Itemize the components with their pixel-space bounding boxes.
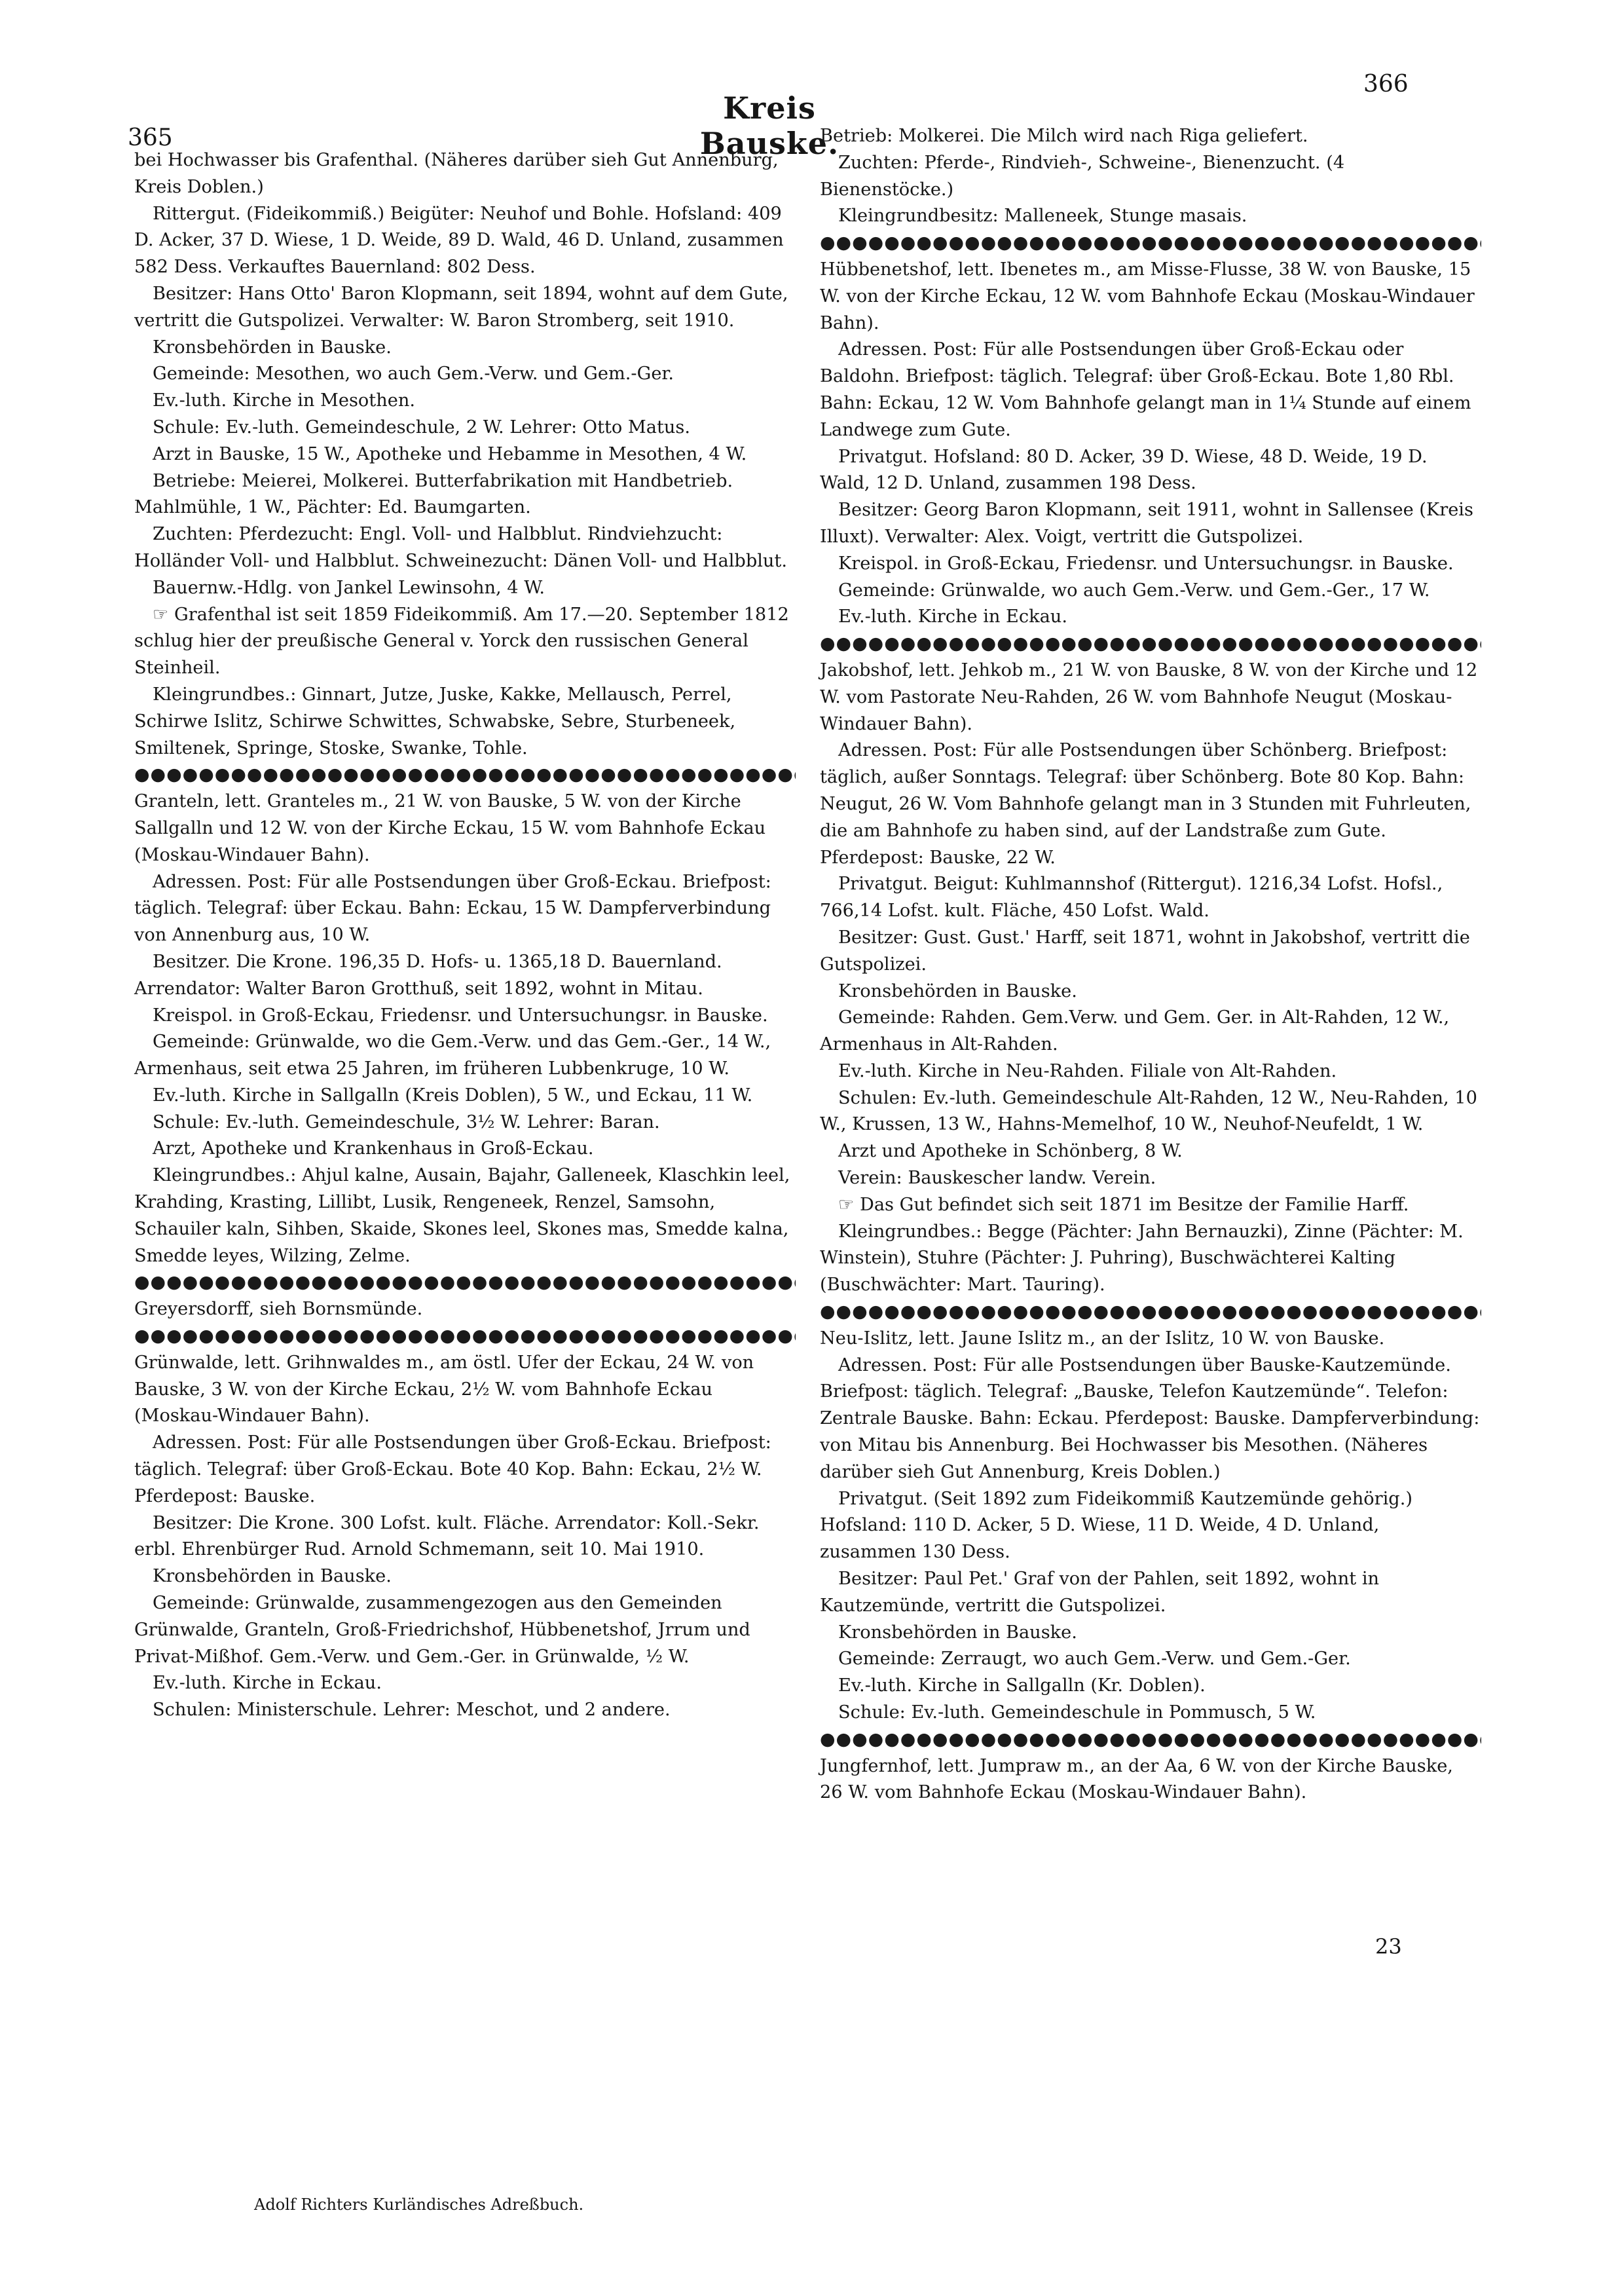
paragraph: Jakobshof, lett. Jehkob m., 21 W. von Bauske, 8 W. von der Kirche und 12 W. vom Pastorate Neu-Rahden, 26 W. vom Bahnhofe Neugut (Moskau-Windauer Bahn). (820, 660, 1478, 734)
paragraph: Privatgut. Beigut: Kuhlmannshof (Rittergut). 1216,34 Lofst. Hofsl., 766,14 Lofst. kult. Fläche, 450 Lofst. Wald. (820, 874, 1443, 922)
paragraph: Adressen. Post: Für alle Postsendungen über Groß-Eckau. Briefpost: täglich. Telegraf: über Eckau. Bahn: Eckau, 15 W. Dampferverbindung von Annenburg aus, 10 W. (134, 871, 771, 946)
paragraph: Besitzer: Georg Baron Klopmann, seit 1911, wohnt in Sallensee (Kreis Illuxt). Verwalter: Alex. Voigt, vertritt die Gutspolizei. (820, 500, 1473, 547)
page-number-left: 365 (128, 124, 173, 151)
paragraph: Ev.-luth. Kirche in Mesothen. (153, 390, 415, 411)
paragraph: Adressen. Post: Für alle Postsendungen über Groß-Eckau. Briefpost: täglich. Telegraf: über Groß-Eckau. Bote 40 Kop. Bahn: Eckau, 2½ W. Pferdepost: Bauske. (134, 1432, 771, 1506)
paragraph: Hübbenetshof, lett. Ibenetes m., am Misse-Flusse, 38 W. von Bauske, 15 W. von der Kirche Eckau, 12 W. vom Bahnhofe Eckau (Moskau-Windauer Bahn). (820, 259, 1475, 333)
entry-gruenwalde (134, 1350, 796, 1724)
paragraph: Ev.-luth. Kirche in Sallgalln (Kreis Doblen), 5 W., und Eckau, 11 W. (153, 1085, 753, 1106)
entry-greyersdorff (134, 1296, 796, 1323)
paragraph: Privatgut. Hofsland: 80 D. Acker, 39 D. Wiese, 48 D. Weide, 19 D. Wald, 12 D. Unland, zusammen 198 Dess. (820, 446, 1428, 494)
paragraph: Kronsbehörden in Bauske. (838, 1622, 1077, 1643)
entry-jakobshof (820, 658, 1481, 1299)
paragraph: Kronsbehörden in Bauske. (838, 980, 1077, 1001)
entry-huebbenetshof (820, 257, 1481, 631)
paragraph: Kleingrundbes.: Begge (Pächter: Jahn Bernauzki), Zinne (Pächter: M. Winstein), Stuhre (Pächter: J. Puhring), Buschwächterei Kalting (Buschwächter: Mart. Tauring). (820, 1221, 1464, 1296)
entry-neu-islitz (820, 1326, 1481, 1726)
paragraph: Greyersdorff, sieh Bornsmünde. (134, 1299, 423, 1320)
paragraph: Besitzer: Paul Pet.' Graf von der Pahlen, seit 1892, wohnt in Kautzemünde, vertritt die Gutspolizei. (820, 1569, 1380, 1616)
paragraph: Adressen. Post: Für alle Postsendungen über Groß-Eckau oder Baldohn. Briefpost: täglich. Telegraf: über Groß-Eckau. Bote 1,80 Rbl. Bahn: Eckau, 12 W. Vom Bahnhofe gelangt man in 1¼ Stunde auf einem Landwege zum Gute. (820, 339, 1471, 440)
entry-grafenthal-continued (134, 147, 796, 762)
entry-jungfernhof (820, 1753, 1481, 1807)
entry-granteln (134, 789, 796, 1269)
paragraph: Kreispol. in Groß-Eckau, Friedensr. und Untersuchungsr. in Bauske. (153, 1005, 768, 1026)
running-title: Kreis Bauske. (699, 90, 840, 161)
paragraph: Zuchten: Pferdezucht: Engl. Voll- und Halbblut. Rindviehzucht: Holländer Voll- und Halbblut. Schweinezucht: Dänen Voll- und Halbblut. (134, 524, 788, 571)
paragraph: Schulen: Ministerschule. Lehrer: Meschot, und 2 andere. (153, 1700, 671, 1721)
ornament-separator (134, 1323, 796, 1350)
paragraph: Bauernw.-Hdlg. von Jankel Lewinsohn, 4 W. (153, 577, 545, 598)
paragraph: Kronsbehörden in Bauske. (153, 1566, 392, 1587)
paragraph: Kleingrundbesitz: Malleneek, Stunge masais. (838, 206, 1247, 227)
paragraph: ☞ Das Gut befindet sich seit 1871 im Besitze der Familie Harff. (838, 1194, 1409, 1215)
paragraph: Ev.-luth. Kirche in Sallgalln (Kr. Doblen). (838, 1675, 1206, 1696)
ornament-separator (820, 1726, 1481, 1753)
ornament-separator (820, 230, 1481, 257)
paragraph: Adressen. Post: Für alle Postsendungen über Bauske-Kautzemünde. Briefpost: täglich. Telegraf: „Bauske, Telefon Kautzemünde“. Telefon: Zentrale Bauske. Bahn: Eckau. Pferdepost: Bauske. Dampferverbindung: von Mitau bis Annenburg. Bei Hochwasser bis Mesothen. (Näheres darüber sieh Gut Annenburg, Kreis Doblen.) (820, 1354, 1480, 1482)
paragraph: Gemeinde: Grünwalde, zusammengezogen aus den Gemeinden Grünwalde, Granteln, Groß-Friedrichshof, Hübbenetshof, Jrrum und Privat-Mißhof. Gem.-Verw. und Gem.-Ger. in Grünwalde, ½ W. (134, 1593, 750, 1667)
paragraph: Arzt, Apotheke und Krankenhaus in Groß-Eckau. (153, 1138, 594, 1159)
paragraph: Schule: Ev.-luth. Gemeindeschule in Pommusch, 5 W. (838, 1702, 1316, 1723)
page-number-right: 366 (1363, 71, 1409, 98)
paragraph: Besitzer. Die Krone. 196,35 D. Hofs- u. 1365,18 D. Bauernland. Arrendator: Walter Baron Grotthuß, seit 1892, wohnt in Mitau. (134, 951, 722, 999)
paragraph: Privatgut. (Seit 1892 zum Fideikommiß Kautzemünde gehörig.) Hofsland: 110 D. Acker, 5 D. Wiese, 11 D. Weide, 4 D. Unland, zusammen 130 Dess. (820, 1488, 1412, 1563)
paragraph: Kleingrundbes.: Ahjul kalne, Ausain, Bajahr, Galleneek, Klaschkin leel, Krahding, Krasting, Lillibt, Lusik, Rengeneek, Renzel, Samsohn, Schauiler kaln, Sihben, Skaide, Skones leel, Skones mas, Smedde kalna, Smedde leyes, Wilzing, Zelme. (134, 1165, 790, 1266)
paragraph: Kleingrundbes.: Ginnart, Jutze, Juske, Kakke, Mellausch, Perrel, Schirwe Islitz, Schirwe Schwittes, Schwabske, Sebre, Sturbeneek, Smiltenek, Springe, Stoske, Swanke, Tohle. (134, 684, 736, 758)
paragraph: Gemeinde: Mesothen, wo auch Gem.-Verw. und Gem.-Ger. (153, 364, 674, 384)
paragraph: Adressen. Post: Für alle Postsendungen über Schönberg. Briefpost: täglich, außer Sonntags. Telegraf: über Schönberg. Bote 80 Kop. Bahn: Neugut, 26 W. Vom Bahnhofe gelangt man in 3 Stunden mit Fuhrleuten, die am Bahnhofe zu haben sind, auf der Landstraße zum Gute. Pferdepost: Bauske, 22 W. (820, 740, 1471, 868)
paragraph: Kreispol. in Groß-Eckau, Friedensr. und Untersuchungsr. in Bauske. (838, 553, 1454, 574)
right-column (820, 123, 1481, 1806)
paragraph: Neu-Islitz, lett. Jaune Islitz m., an der Islitz, 10 W. von Bauske. (820, 1328, 1385, 1349)
entry-gruenwalde-continued (820, 123, 1481, 230)
paragraph: Ev.-luth. Kirche in Eckau. (838, 606, 1067, 627)
paragraph: Kronsbehörden in Bauske. (153, 337, 392, 358)
paragraph: Besitzer: Hans Otto' Baron Klopmann, seit 1894, wohnt auf dem Gute, vertritt die Gutspolizei. Verwalter: W. Baron Stromberg, seit 1910. (134, 283, 788, 331)
paragraph: Schule: Ev.-luth. Gemeindeschule, 3½ W. Lehrer: Baran. (153, 1111, 660, 1132)
signature-mark: 23 (1375, 1934, 1402, 1959)
paragraph: Gemeinde: Grünwalde, wo auch Gem.-Verw. und Gem.-Ger., 17 W. (838, 580, 1430, 601)
paragraph: Ev.-luth. Kirche in Neu-Rahden. Filiale von Alt-Rahden. (838, 1060, 1337, 1081)
left-column (134, 147, 796, 1724)
ornament-separator (134, 762, 796, 789)
paragraph: Besitzer: Die Krone. 300 Lofst. kult. Fläche. Arrendator: Koll.-Sekr. erbl. Ehrenbürger Rud. Arnold Schmemann, seit 10. Mai 1910. (134, 1512, 760, 1560)
paragraph: Granteln, lett. Granteles m., 21 W. von Bauske, 5 W. von der Kirche Sallgalln und 12 W. von der Kirche Eckau, 15 W. vom Bahnhofe Eckau (Moskau-Windauer Bahn). (134, 791, 766, 865)
paragraph: Verein: Bauskescher landw. Verein. (838, 1168, 1156, 1189)
paragraph: Betrieb: Molkerei. Die Milch wird nach Riga geliefert. (820, 126, 1308, 146)
paragraph: Besitzer: Gust. Gust.' Harff, seit 1871, wohnt in Jakobshof, vertritt die Gutspolizei. (820, 927, 1470, 975)
ornament-separator (820, 631, 1481, 658)
paragraph: Arzt in Bauske, 15 W., Apotheke und Hebamme in Mesothen, 4 W. (153, 443, 747, 464)
paragraph: Arzt und Apotheke in Schönberg, 8 W. (838, 1141, 1183, 1162)
paragraph: Betriebe: Meierei, Molkerei. Butterfabrikation mit Handbetrieb. Mahlmühle, 1 W., Pächter: Ed. Baumgarten. (134, 470, 733, 518)
paragraph: Schulen: Ev.-luth. Gemeindeschule Alt-Rahden, 12 W., Neu-Rahden, 10 W., Krussen, 13 W., Hahns-Memelhof, 10 W., Neuhof-Neufeldt, 1 W. (820, 1087, 1477, 1135)
paragraph: Gemeinde: Grünwalde, wo die Gem.-Verw. und das Gem.-Ger., 14 W., Armenhaus, seit etwa 25 Jahren, im früheren Lubbenkruge, 10 W. (134, 1032, 771, 1079)
paragraph: bei Hochwasser bis Grafenthal. (Näheres darüber sieh Gut Annenburg, Kreis Doblen.) (134, 150, 779, 197)
paragraph: Zuchten: Pferde-, Rindvieh-, Schweine-, Bienenzucht. (4 Bienenstöcke.) (820, 152, 1345, 200)
paragraph: Rittergut. (Fideikommiß.) Beigüter: Neuhof und Bohle. Hofsland: 409 D. Acker, 37 D. Wiese, 1 D. Weide, 89 D. Wald, 46 D. Unland, zusammen 582 Dess. Verkauftes Bauernland: 802 Dess. (134, 203, 784, 278)
paragraph: Ev.-luth. Kirche in Eckau. (153, 1673, 382, 1694)
paragraph: Gemeinde: Rahden. Gem.Verw. und Gem. Ger. in Alt-Rahden, 12 W., Armenhaus in Alt-Rahden. (820, 1007, 1450, 1055)
paragraph: Jungfernhof, lett. Jumpraw m., an der Aa, 6 W. von der Kirche Bauske, 26 W. vom Bahnhofe Eckau (Moskau-Windauer Bahn). (820, 1755, 1453, 1803)
ornament-separator (134, 1269, 796, 1296)
paragraph: Gemeinde: Zerraugt, wo auch Gem.-Verw. und Gem.-Ger. (838, 1649, 1351, 1670)
ornament-separator (820, 1299, 1481, 1326)
publisher-footer: Adolf Richters Kurländisches Adreßbuch. (254, 2195, 584, 2214)
paragraph: Grünwalde, lett. Grihnwaldes m., am östl. Ufer der Eckau, 24 W. von Bauske, 3 W. von der Kirche Eckau, 2½ W. vom Bahnhofe Eckau (Moskau-Windauer Bahn). (134, 1352, 754, 1427)
paragraph: Schule: Ev.-luth. Gemeindeschule, 2 W. Lehrer: Otto Matus. (153, 417, 691, 438)
paragraph: ☞ Grafenthal ist seit 1859 Fideikommiß. Am 17.—20. September 1812 schlug hier der preußische General v. Yorck den russischen General Steinheil. (134, 604, 789, 679)
